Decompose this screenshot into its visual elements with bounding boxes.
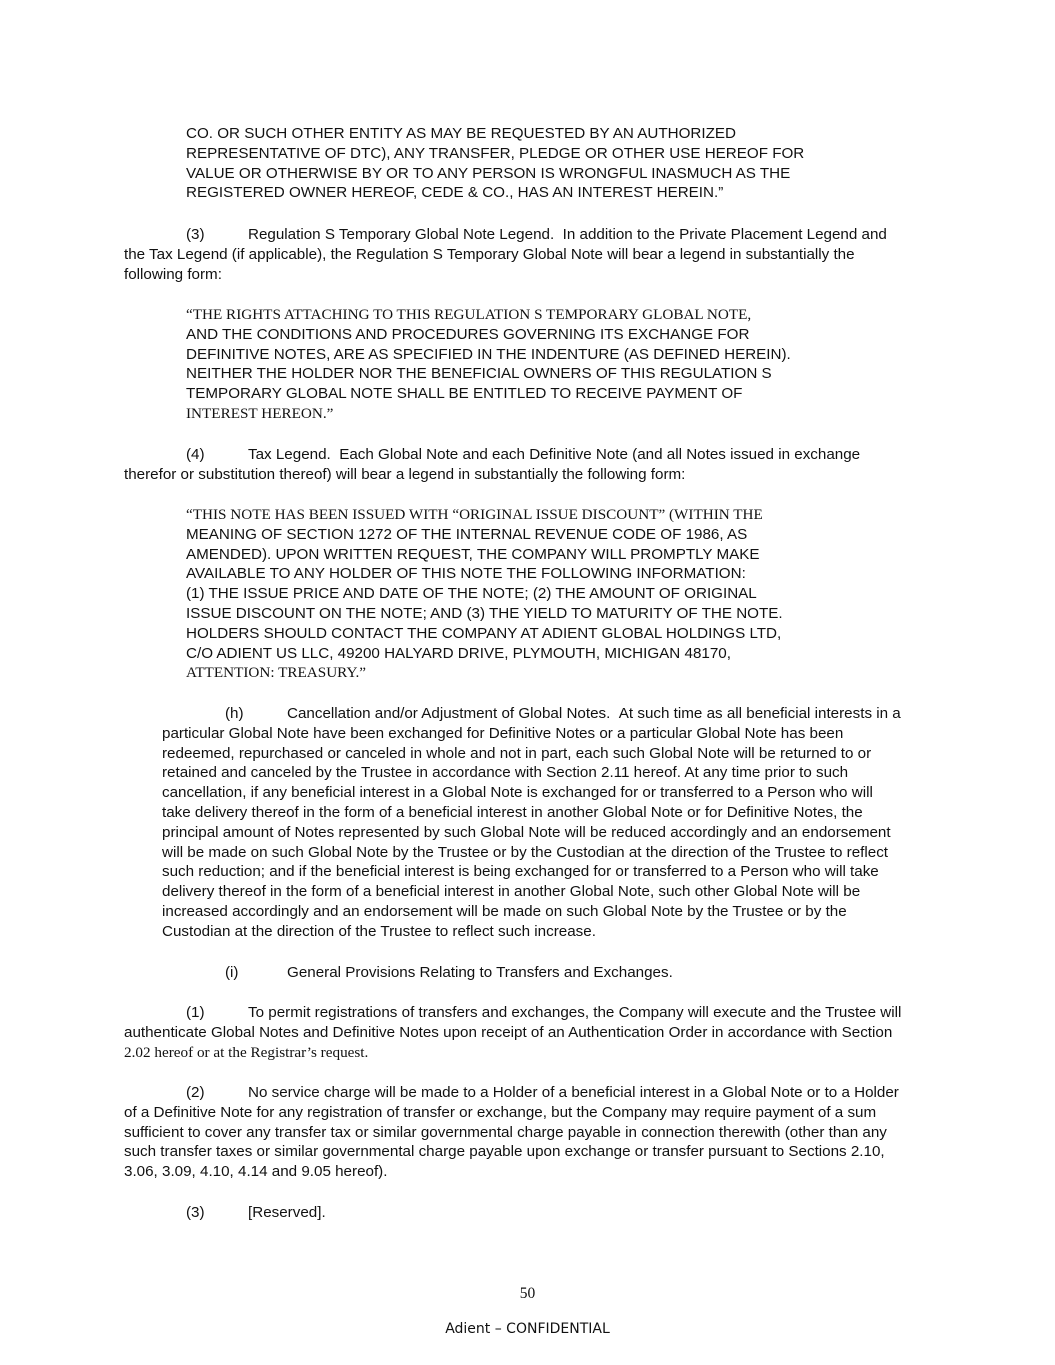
- legend-line: CO. OR SUCH OTHER ENTITY AS MAY BE REQUESTED BY AN AUTHORIZED: [186, 125, 736, 142]
- paragraph-line: 2.02 hereof or at the Registrar’s request.: [124, 1043, 369, 1061]
- paragraph-line: increased accordingly and an endorsement will be made on such Global Note by the Trustee or by the: [162, 902, 847, 920]
- paragraph-first-line: [162, 963, 930, 983]
- paragraph-line: authenticate Global Notes and Definitive Notes upon receipt of an Authentication Order in accordance with Section: [124, 1023, 893, 1041]
- paragraph-line: therefor or substitution thereof) will bear a legend in substantially the following form:: [124, 465, 686, 483]
- legend-line: ISSUE DISCOUNT ON THE NOTE; AND (3) THE YIELD TO MATURITY OF THE NOTE.: [186, 604, 783, 622]
- paragraph-first-line: [124, 1083, 930, 1103]
- paragraph-line: such reduction; and if the beneficial interest is being exchanged for or transferred to a Person who will take: [162, 863, 879, 881]
- paragraph-no-service-charge: [124, 1083, 930, 1182]
- confidential-footer: Adient – CONFIDENTIAL: [445, 1321, 610, 1337]
- paragraph-first-line: [124, 225, 930, 245]
- paragraph-registrations-of-transfers: [124, 1003, 930, 1062]
- paragraph-text: At such time as all beneficial interests in a: [618, 705, 901, 722]
- legend-line: DEFINITIVE NOTES, ARE AS SPECIFIED IN THE INDENTURE (AS DEFINED HEREIN).: [186, 345, 791, 363]
- paragraph-number: (4): [186, 446, 205, 463]
- legend-line: ATTENTION: TREASURY.”: [186, 664, 366, 682]
- legend-line: AVAILABLE TO ANY HOLDER OF THIS NOTE THE FOLLOWING INFORMATION:: [186, 565, 746, 583]
- paragraph-line: retained and canceled by the Trustee in accordance with Section 2.11 hereof. At any time prior to such: [162, 764, 849, 782]
- paragraph-number: (i): [225, 964, 239, 981]
- paragraph-line: Custodian at the direction of the Trustee to reflect such increase.: [162, 922, 596, 940]
- paragraph-line: cancellation, if any beneficial interest in a Global Note is exchanged for or transferred to a Person who will: [162, 784, 873, 802]
- legend-line: “THIS NOTE HAS BEEN ISSUED WITH “ORIGINAL ISSUE DISCOUNT” (WITHIN THE: [186, 506, 763, 523]
- legend-line: NEITHER THE HOLDER NOR THE BENEFICIAL OWNERS OF THIS REGULATION S: [186, 365, 772, 383]
- paragraph-cancellation-global-notes: [162, 704, 930, 942]
- paragraph-general-provisions-heading: [162, 963, 930, 983]
- paragraph-line: redeemed, repurchased or canceled in whole and not in part, each such Global Note will be returned to or: [162, 744, 872, 762]
- legend-original-issue-discount: [186, 505, 886, 683]
- paragraph-line: principal amount of Notes represented by such Global Note will be reduced accordingly and an endorsement: [162, 823, 891, 841]
- paragraph-reserved: [124, 1203, 930, 1223]
- paragraph-text: To permit registrations of transfers and exchanges, the Company will execute and the Trustee will: [248, 1004, 902, 1021]
- paragraph-line: will be made on such Global Note by the Trustee or by the Custodian at the direction of the Trustee to reflect: [162, 843, 889, 861]
- paragraph-line: such transfer taxes or similar governmental charge payable upon exchange or transfer pursuant to Sections 2.10,: [124, 1143, 885, 1161]
- paragraph-title: Regulation S Temporary Global Note Legend.: [248, 226, 555, 243]
- paragraph-title: Cancellation and/or Adjustment of Global Notes.: [287, 705, 611, 722]
- paragraph-title: General Provisions Relating to Transfers and Exchanges.: [287, 964, 673, 981]
- paragraph-line: sufficient to cover any transfer tax or similar governmental charge payable in connection therewith (other than any: [124, 1123, 887, 1141]
- legend-line: “THE RIGHTS ATTACHING TO THIS REGULATION S TEMPORARY GLOBAL NOTE,: [186, 306, 752, 323]
- paragraph-title: Tax Legend.: [248, 446, 331, 463]
- legend-line: AND THE CONDITIONS AND PROCEDURES GOVERNING ITS EXCHANGE FOR: [186, 325, 750, 343]
- paragraph-line: particular Global Note have been exchanged for Definitive Notes or a particular Global Note has been: [162, 724, 844, 742]
- legend-line: INTEREST HEREON.”: [186, 404, 334, 422]
- paragraph-number: (1): [186, 1004, 205, 1021]
- legend-line: REPRESENTATIVE OF DTC), ANY TRANSFER, PLEDGE OR OTHER USE HEREOF FOR: [186, 144, 805, 162]
- legend-line: C/O ADIENT US LLC, 49200 HALYARD DRIVE, PLYMOUTH, MICHIGAN 48170,: [186, 644, 731, 662]
- paragraph-reg-s-legend: [124, 225, 930, 284]
- paragraph-line: following form:: [124, 265, 222, 283]
- paragraph-text: No service charge will be made to a Holder of a beneficial interest in a Global Note or to a Holder: [248, 1084, 899, 1101]
- paragraph-text: [Reserved].: [248, 1204, 326, 1221]
- legend-line: VALUE OR OTHERWISE BY OR TO ANY PERSON IS WRONGFUL INASMUCH AS THE: [186, 164, 791, 182]
- paragraph-line: take delivery thereof in the form of a beneficial interest in another Global Note or for Definitive Notes, the: [162, 803, 863, 821]
- paragraph-line: of a Definitive Note for any registration of transfer or exchange, but the Company may require payment of a sum: [124, 1103, 877, 1121]
- paragraph-first-line: [124, 1203, 930, 1223]
- legend-line: (1) THE ISSUE PRICE AND DATE OF THE NOTE; (2) THE AMOUNT OF ORIGINAL: [186, 585, 757, 603]
- paragraph-number: (2): [186, 1084, 205, 1101]
- legend-line: HOLDERS SHOULD CONTACT THE COMPANY AT ADIENT GLOBAL HOLDINGS LTD,: [186, 624, 782, 642]
- paragraph-number: (3): [186, 1204, 205, 1221]
- legend-line: REGISTERED OWNER HEREOF, CEDE & CO., HAS AN INTEREST HEREIN.”: [186, 184, 724, 202]
- paragraph-first-line: [124, 445, 930, 465]
- paragraph-line: 3.06, 3.09, 4.10, 4.14 and 9.05 hereof).: [124, 1163, 388, 1181]
- paragraph-text: Each Global Note and each Definitive Note (and all Notes issued in exchange: [339, 446, 861, 463]
- paragraph-first-line: [124, 1003, 930, 1023]
- page-number: 50: [519, 1285, 536, 1302]
- legend-line: AMENDED). UPON WRITTEN REQUEST, THE COMPANY WILL PROMPTLY MAKE: [186, 545, 760, 563]
- legend-reg-s-temporary: [186, 305, 886, 424]
- paragraph-tax-legend: [124, 445, 930, 485]
- paragraph-line: delivery thereof in the form of a beneficial interest in another Global Note, such other Global Note will be: [162, 883, 861, 901]
- paragraph-number: (h): [225, 705, 244, 722]
- paragraph-first-line: [162, 704, 930, 724]
- paragraph-line: the Tax Legend (if applicable), the Regulation S Temporary Global Note will bear a legend in substantially the: [124, 245, 855, 263]
- paragraph-text: In addition to the Private Placement Legend and: [562, 226, 887, 243]
- legend-line: TEMPORARY GLOBAL NOTE SHALL BE ENTITLED TO RECEIVE PAYMENT OF: [186, 385, 743, 403]
- legend-dtc-continuation: [186, 124, 886, 203]
- legend-line: MEANING OF SECTION 1272 OF THE INTERNAL REVENUE CODE OF 1986, AS: [186, 525, 748, 543]
- paragraph-number: (3): [186, 226, 205, 243]
